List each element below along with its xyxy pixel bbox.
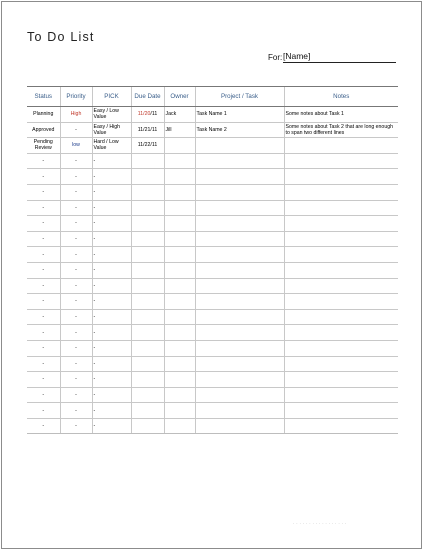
cell-due-date[interactable] (131, 216, 164, 232)
cell-status[interactable]: - (27, 403, 60, 419)
table-row (27, 309, 398, 325)
col-header-due-date: Due Date (131, 87, 164, 107)
cell-status[interactable]: - (27, 372, 60, 388)
cell-pick[interactable]: - (92, 403, 131, 419)
cell-status[interactable]: Pending Review (27, 138, 60, 154)
table-row (27, 418, 398, 434)
cell-status[interactable]: - (27, 278, 60, 294)
table-row (27, 403, 398, 419)
cell-notes[interactable] (284, 356, 398, 372)
cell-owner[interactable] (164, 138, 195, 154)
cell-project-task[interactable] (195, 309, 284, 325)
cell-owner[interactable] (164, 153, 195, 169)
cell-due-date[interactable] (131, 169, 164, 185)
cell-due-date[interactable] (131, 387, 164, 403)
cell-status[interactable]: - (27, 418, 60, 434)
table-row (27, 216, 398, 232)
cell-pick[interactable]: - (92, 169, 131, 185)
cell-priority[interactable]: - (60, 309, 92, 325)
table-header-row (27, 87, 398, 107)
cell-due-date[interactable] (131, 247, 164, 263)
cell-priority[interactable]: low (60, 138, 92, 154)
cell-project-task[interactable] (195, 403, 284, 419)
cell-priority[interactable]: - (60, 184, 92, 200)
cell-project-task[interactable] (195, 340, 284, 356)
cell-notes[interactable] (284, 200, 398, 216)
cell-pick[interactable]: - (92, 153, 131, 169)
cell-priority[interactable]: - (60, 262, 92, 278)
col-header-notes: Notes (284, 87, 398, 107)
col-header-pick: PICK (92, 87, 131, 107)
cell-pick[interactable]: - (92, 231, 131, 247)
cell-owner[interactable] (164, 403, 195, 419)
cell-notes[interactable] (284, 294, 398, 310)
cell-priority[interactable]: - (60, 356, 92, 372)
cell-notes[interactable] (284, 418, 398, 434)
cell-project-task[interactable] (195, 387, 284, 403)
cell-due-date[interactable] (131, 231, 164, 247)
cell-owner[interactable] (164, 200, 195, 216)
cell-owner[interactable]: Jill (164, 122, 195, 138)
cell-notes[interactable] (284, 403, 398, 419)
table-row (27, 356, 398, 372)
cell-notes[interactable] (284, 387, 398, 403)
cell-status[interactable]: - (27, 200, 60, 216)
cell-status[interactable]: - (27, 169, 60, 185)
cell-notes[interactable]: Some notes about Task 2 that are long enough to span two different lines (284, 122, 398, 138)
cell-status[interactable]: - (27, 184, 60, 200)
cell-status[interactable]: - (27, 294, 60, 310)
cell-project-task[interactable]: Task Name 1 (195, 107, 284, 123)
cell-project-task[interactable] (195, 169, 284, 185)
cell-priority[interactable]: - (60, 169, 92, 185)
cell-owner[interactable] (164, 169, 195, 185)
cell-notes[interactable] (284, 153, 398, 169)
cell-priority[interactable]: - (60, 418, 92, 434)
cell-project-task[interactable] (195, 247, 284, 263)
table-row (27, 372, 398, 388)
cell-notes[interactable] (284, 309, 398, 325)
cell-status[interactable]: - (27, 231, 60, 247)
cell-status[interactable]: - (27, 340, 60, 356)
cell-pick[interactable]: - (92, 387, 131, 403)
cell-due-date[interactable] (131, 356, 164, 372)
cell-due-date[interactable] (131, 184, 164, 200)
cell-pick[interactable]: Easy / High Value (92, 122, 131, 138)
cell-pick[interactable]: - (92, 418, 131, 434)
cell-status[interactable]: - (27, 262, 60, 278)
for-label: For: (268, 53, 283, 62)
table-row (27, 184, 398, 200)
cell-due-date[interactable] (131, 309, 164, 325)
cell-priority[interactable]: - (60, 372, 92, 388)
cell-priority[interactable]: - (60, 247, 92, 263)
cell-owner[interactable] (164, 184, 195, 200)
cell-pick[interactable]: - (92, 372, 131, 388)
table-row (27, 107, 398, 123)
cell-pick[interactable]: - (92, 262, 131, 278)
for-name-input[interactable]: [Name] (283, 51, 396, 63)
cell-owner[interactable] (164, 418, 195, 434)
table-row (27, 387, 398, 403)
cell-due-date[interactable] (131, 138, 164, 154)
cell-due-date[interactable] (131, 418, 164, 434)
cell-owner[interactable] (164, 387, 195, 403)
cell-priority[interactable]: High (60, 107, 92, 123)
cell-owner[interactable] (164, 278, 195, 294)
cell-owner[interactable]: Jack (164, 107, 195, 123)
due-date-rest: 11/22/11 (137, 142, 158, 149)
cell-project-task[interactable]: Task Name 2 (195, 122, 284, 138)
cell-due-date[interactable] (131, 294, 164, 310)
cell-owner[interactable] (164, 294, 195, 310)
cell-priority[interactable]: - (60, 403, 92, 419)
table-row (27, 138, 398, 154)
cell-notes[interactable] (284, 340, 398, 356)
cell-notes[interactable] (284, 262, 398, 278)
cell-pick[interactable]: - (92, 278, 131, 294)
table-row (27, 340, 398, 356)
cell-project-task[interactable] (195, 372, 284, 388)
cell-status[interactable]: Approved (27, 122, 60, 138)
table-row (27, 200, 398, 216)
cell-project-task[interactable] (195, 278, 284, 294)
cell-priority[interactable]: - (60, 278, 92, 294)
cell-priority[interactable]: - (60, 153, 92, 169)
cell-due-date[interactable] (131, 325, 164, 341)
cell-priority[interactable]: - (60, 231, 92, 247)
cell-owner[interactable] (164, 216, 195, 232)
cell-status[interactable]: - (27, 325, 60, 341)
cell-owner[interactable] (164, 356, 195, 372)
cell-owner[interactable] (164, 262, 195, 278)
cell-priority[interactable]: - (60, 294, 92, 310)
cell-project-task[interactable] (195, 153, 284, 169)
table-row (27, 122, 398, 138)
cell-owner[interactable] (164, 325, 195, 341)
cell-notes[interactable] (284, 184, 398, 200)
cell-priority[interactable]: - (60, 325, 92, 341)
cell-notes[interactable] (284, 372, 398, 388)
table-row (27, 247, 398, 263)
cell-project-task[interactable] (195, 356, 284, 372)
cell-pick[interactable]: - (92, 294, 131, 310)
cell-owner[interactable] (164, 309, 195, 325)
cell-due-date[interactable] (131, 278, 164, 294)
cell-priority[interactable]: - (60, 122, 92, 138)
cell-project-task[interactable] (195, 184, 284, 200)
cell-notes[interactable]: Some notes about Task 1 (284, 107, 398, 123)
cell-due-date[interactable] (131, 340, 164, 356)
cell-due-date[interactable] (131, 372, 164, 388)
cell-pick[interactable]: - (92, 340, 131, 356)
cell-project-task[interactable] (195, 418, 284, 434)
cell-status[interactable]: - (27, 216, 60, 232)
cell-status[interactable]: - (27, 387, 60, 403)
cell-pick[interactable]: - (92, 216, 131, 232)
cell-project-task[interactable] (195, 200, 284, 216)
cell-due-date[interactable] (131, 262, 164, 278)
cell-pick[interactable]: Hard / Low Value (92, 138, 131, 154)
table-row (27, 294, 398, 310)
table-row (27, 325, 398, 341)
cell-project-task[interactable] (195, 216, 284, 232)
cell-pick[interactable]: - (92, 309, 131, 325)
cell-project-task[interactable] (195, 262, 284, 278)
table-row (27, 153, 398, 169)
cell-notes[interactable] (284, 247, 398, 263)
cell-owner[interactable] (164, 340, 195, 356)
cell-notes[interactable] (284, 278, 398, 294)
cell-priority[interactable]: - (60, 216, 92, 232)
col-header-project-task: Project / Task (195, 87, 284, 107)
cell-status[interactable]: Planning (27, 107, 60, 123)
footer-credit: · · · · · · · · · · · · · · · · · (293, 521, 347, 526)
due-date-rest: /11 (150, 111, 158, 118)
cell-status[interactable]: - (27, 247, 60, 263)
table-row (27, 278, 398, 294)
table-row (27, 169, 398, 185)
cell-pick[interactable]: - (92, 325, 131, 341)
cell-project-task[interactable] (195, 294, 284, 310)
cell-notes[interactable] (284, 138, 398, 154)
col-header-priority: Priority (60, 87, 92, 107)
cell-notes[interactable] (284, 325, 398, 341)
due-date-red-part: 11/20 (137, 111, 151, 118)
cell-pick[interactable]: - (92, 247, 131, 263)
page-title: To Do List (27, 30, 95, 44)
cell-notes[interactable] (284, 216, 398, 232)
table-row (27, 262, 398, 278)
cell-notes[interactable] (284, 231, 398, 247)
cell-pick[interactable]: - (92, 200, 131, 216)
cell-due-date[interactable] (131, 122, 164, 138)
todo-table (27, 86, 398, 434)
due-date-rest: 11/21/11 (137, 126, 158, 133)
cell-priority[interactable]: - (60, 387, 92, 403)
cell-due-date[interactable] (131, 153, 164, 169)
col-header-owner: Owner (164, 87, 195, 107)
cell-project-task[interactable] (195, 138, 284, 154)
cell-priority[interactable]: - (60, 200, 92, 216)
cell-priority[interactable]: - (60, 340, 92, 356)
cell-pick[interactable]: - (92, 356, 131, 372)
cell-status[interactable]: - (27, 153, 60, 169)
cell-pick[interactable]: Easy / Low Value (92, 107, 131, 123)
cell-project-task[interactable] (195, 231, 284, 247)
cell-owner[interactable] (164, 247, 195, 263)
cell-due-date[interactable] (131, 403, 164, 419)
table-row (27, 231, 398, 247)
cell-owner[interactable] (164, 372, 195, 388)
cell-notes[interactable] (284, 169, 398, 185)
cell-due-date[interactable] (131, 107, 164, 123)
cell-due-date[interactable] (131, 200, 164, 216)
cell-status[interactable]: - (27, 356, 60, 372)
cell-owner[interactable] (164, 231, 195, 247)
col-header-status: Status (27, 87, 60, 107)
cell-pick[interactable]: - (92, 184, 131, 200)
cell-project-task[interactable] (195, 325, 284, 341)
cell-status[interactable]: - (27, 309, 60, 325)
